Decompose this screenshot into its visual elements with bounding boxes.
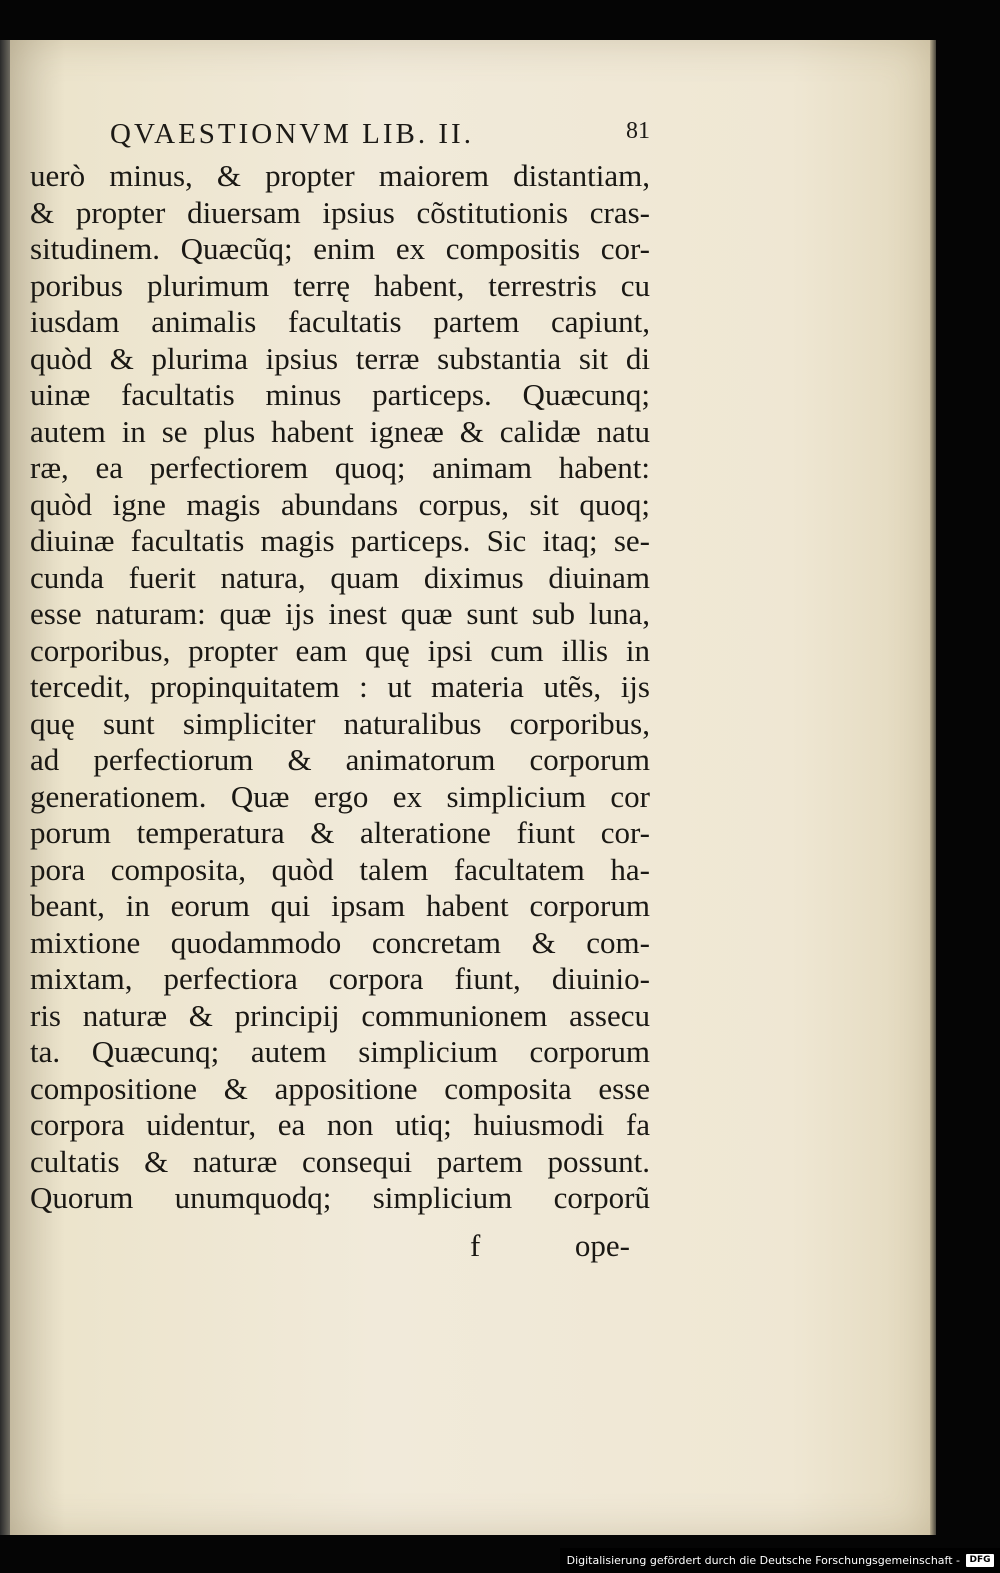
text-line: compositione & appositione composita esse xyxy=(30,1070,650,1106)
text-line: tercedit, propinquitatem : ut materia utẽs, ijs xyxy=(30,669,650,704)
folio-number: 81 xyxy=(626,118,650,144)
text-line: pora composita, quòd talem facultatem ha- xyxy=(30,851,650,887)
text-line: cunda fuerit natura, quam diximus diuinam xyxy=(30,559,650,595)
text-line: diuinæ facultatis magis particeps. Sic itaq; se- xyxy=(30,523,650,558)
running-head xyxy=(110,118,650,158)
catchword: ope- xyxy=(574,1228,630,1263)
text-line: esse naturam: quæ ijs inest quæ sunt sub luna, xyxy=(30,596,650,631)
text-line: poribus plurimum terrę habent, terrestris cu xyxy=(30,267,650,303)
dfg-logo: DFG xyxy=(966,1554,994,1567)
text-line: uinæ facultatis minus particeps. Quæcunq; xyxy=(30,377,650,412)
body-text xyxy=(30,158,650,1217)
funding-credit: Digitalisierung gefördert durch die Deutsche Forschungsgemeinschaft - xyxy=(566,1554,960,1567)
text-line: autem in se plus habent igneæ & calidæ natu xyxy=(30,413,650,449)
text-line: & propter diuersam ipsius cõstitutionis cras- xyxy=(30,194,650,230)
text-line: ta. Quæcunq; autem simplicium corporum xyxy=(30,1034,650,1069)
digitization-credit-bar xyxy=(560,1548,1000,1573)
text-line: mixtione quodammodo concretam & com- xyxy=(30,924,650,960)
text-line: corpora uidentur, ea non utiq; huiusmodi fa xyxy=(30,1107,650,1142)
text-line: Quorum unumquodq; simplicium corporũ xyxy=(30,1180,650,1215)
text-line: quòd & plurima ipsius terræ substantia sit di xyxy=(30,340,650,376)
text-line: quòd igne magis abundans corpus, sit quoq; xyxy=(30,486,650,522)
text-line: quę sunt simpliciter naturalibus corporibus, xyxy=(30,705,650,741)
running-head-title: QVAESTIONVM LIB. II. xyxy=(110,118,474,150)
page-footer-marks xyxy=(30,1228,650,1264)
text-line: corporibus, propter eam quę ipsi cum illis in xyxy=(30,632,650,668)
text-line: porum temperatura & alteratione fiunt cor- xyxy=(30,815,650,850)
page-edge xyxy=(930,40,936,1535)
text-line: beant, in eorum qui ipsam habent corporum xyxy=(30,888,650,923)
text-line: generationem. Quæ ergo ex simplicium cor xyxy=(30,778,650,814)
text-line: situdinem. Quæcũq; enim ex compositis cor- xyxy=(30,231,650,266)
text-line: ræ, ea perfectiorem quoq; animam habent: xyxy=(30,450,650,485)
text-line: ris naturæ & principij communionem assecu xyxy=(30,997,650,1033)
text-line: uerò minus, & propter maiorem distantiam, xyxy=(30,158,650,193)
text-line: ad perfectiorum & animatorum corporum xyxy=(30,742,650,777)
text-line: cultatis & naturæ consequi partem possunt. xyxy=(30,1143,650,1179)
binding-edge xyxy=(0,40,10,1535)
text-line: iusdam animalis facultatis partem capiunt, xyxy=(30,304,650,339)
signature-mark: f xyxy=(470,1228,481,1263)
text-line: mixtam, perfectiora corpora fiunt, diuinio- xyxy=(30,961,650,996)
